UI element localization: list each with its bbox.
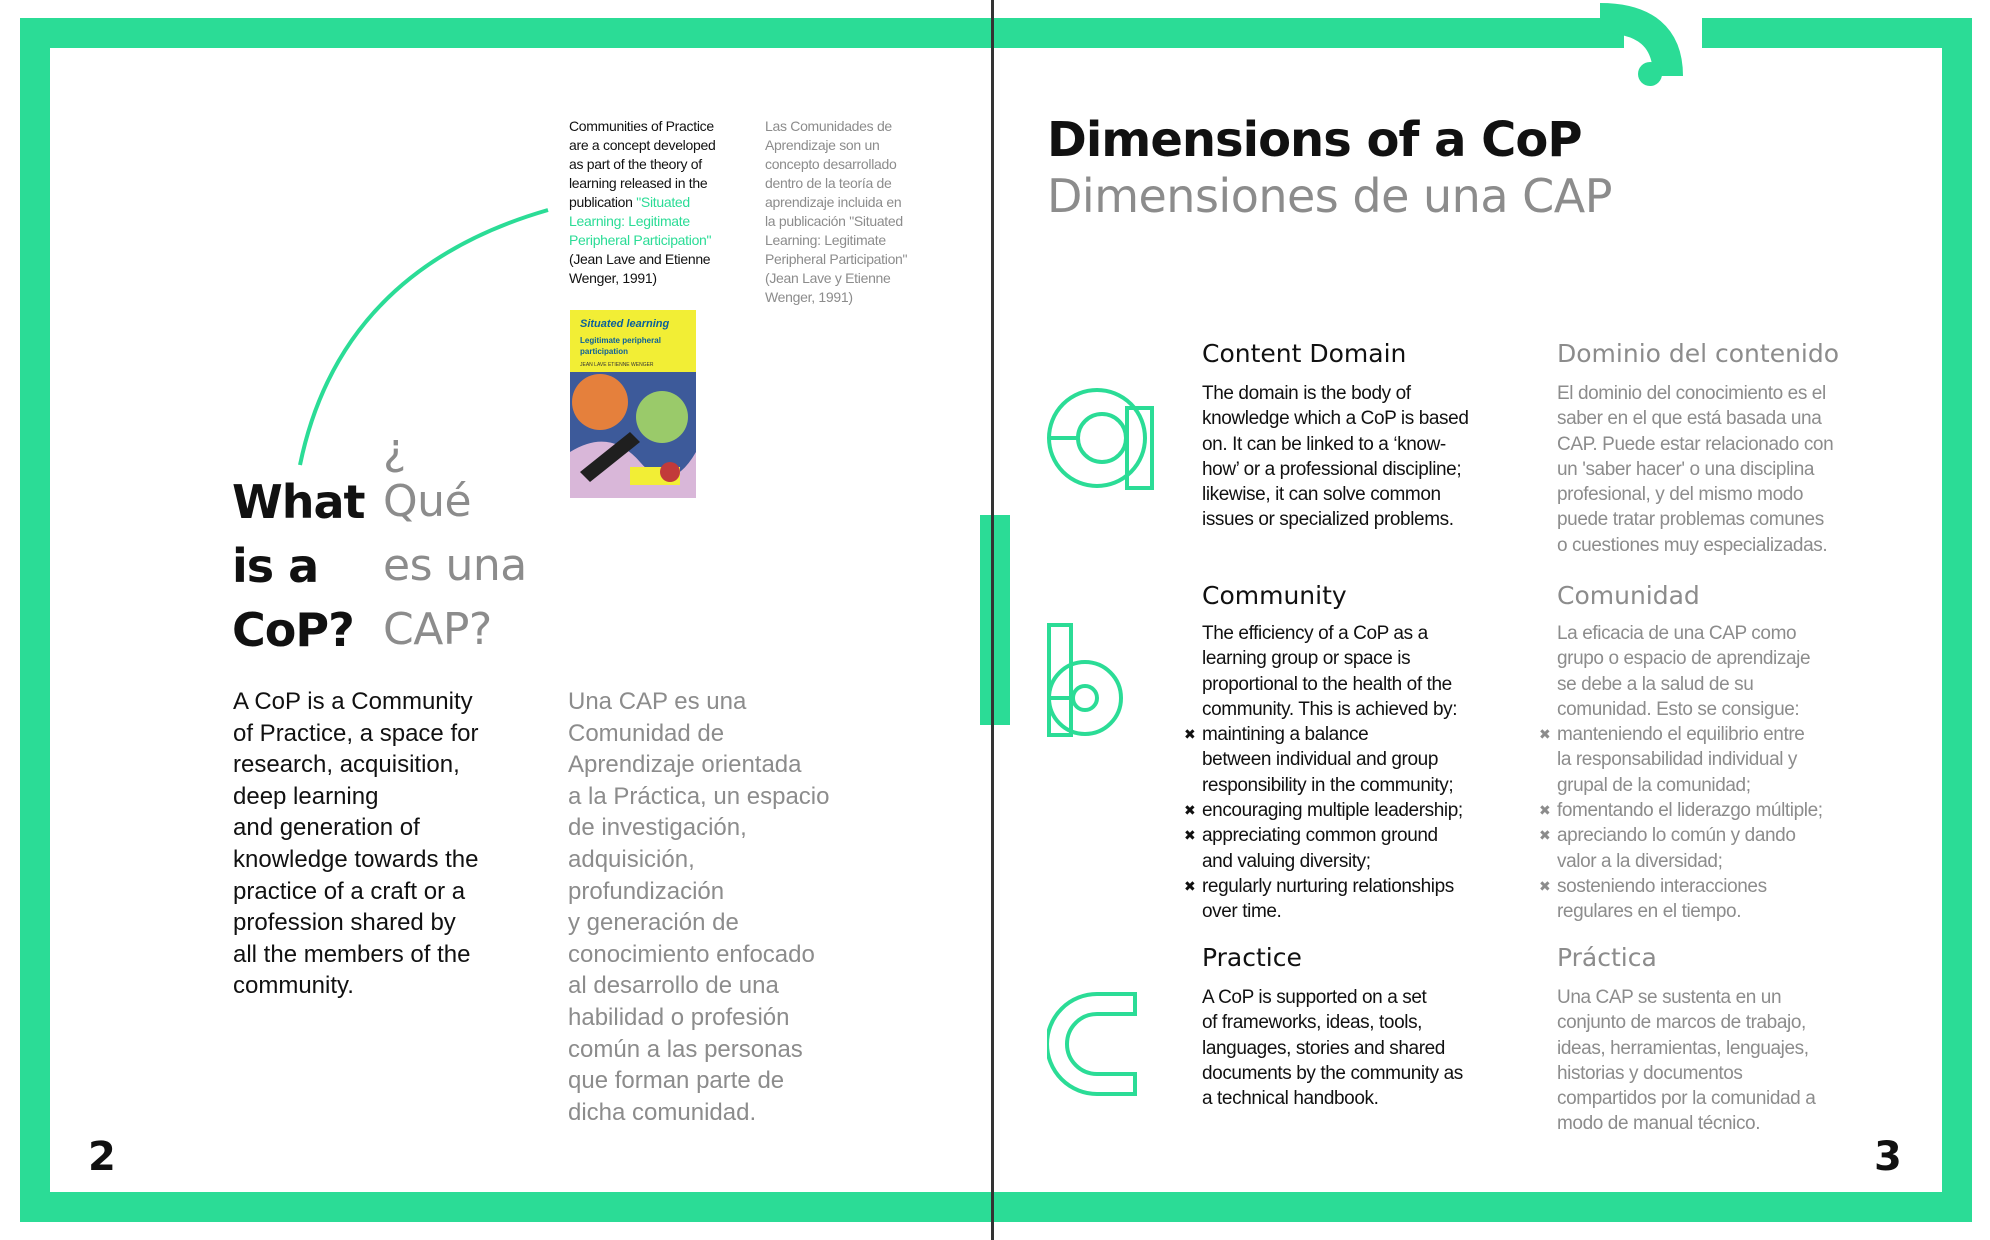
heading-en-line2: is a xyxy=(232,539,319,593)
community-bullets-en xyxy=(1184,722,1522,924)
list-item xyxy=(1184,823,1522,874)
letter-c-icon xyxy=(1047,990,1137,1100)
bullet-text: maintining a balance between individual and group responsibility in the community; xyxy=(1202,724,1454,796)
page-number-right: 3 xyxy=(1874,1134,1902,1180)
book-cover-authors: JEAN LAVE ETIENNE WENGER xyxy=(580,362,654,368)
bullet-cross-icon: ✖ xyxy=(1184,877,1196,894)
heading-es-line1: Qué xyxy=(383,476,472,527)
book-cover-subtitle: Legitimate peripheral participation xyxy=(580,336,661,356)
bullet-text: apreciando lo común y dando valor a la diversidad; xyxy=(1557,825,1796,872)
intro-en-text: Communities of Practice are a concept developed as part of the theory of learning released in the publication xyxy=(569,118,716,210)
page-spine xyxy=(991,0,994,1240)
bullet-text: regularly nurturing relationships over time. xyxy=(1202,875,1454,923)
list-item xyxy=(1184,798,1522,823)
heading-en xyxy=(232,470,365,662)
section-domain-text-en: The domain is the body of knowledge which a CoP is based on. It can be linked to a ‘know- how’ or a professional discipline; likewise, it can solve common issues or specialized problems. xyxy=(1202,383,1469,531)
bullet-cross-icon: ✖ xyxy=(1184,802,1196,819)
section-practice-text-en: A CoP is supported on a set of frameworks, ideas, tools, languages, stories and shared documents by the community as a technical handbook. xyxy=(1202,987,1463,1110)
section-practice-heading-es: Práctica xyxy=(1557,943,1657,972)
bullet-cross-icon: ✖ xyxy=(1539,802,1551,819)
heading-es xyxy=(383,418,527,662)
section-domain-heading-en: Content Domain xyxy=(1202,339,1407,368)
heading-en-line1: What xyxy=(232,475,365,529)
heading-es-line2: es una xyxy=(383,540,527,591)
bullet-text: manteniendo el equilibrio entre la responsabilidad individual y grupal de la comunidad; xyxy=(1557,724,1805,796)
bullet-text: encouraging multiple leadership; xyxy=(1202,800,1463,822)
bullet-text: appreciating common ground and valuing diversity; xyxy=(1202,825,1438,872)
letter-b-icon xyxy=(1047,623,1127,743)
section-community-es xyxy=(1539,621,1887,925)
book-cover-title: Situated learning xyxy=(580,318,670,330)
community-bullets-es xyxy=(1539,722,1887,924)
intro-en-citation: (Jean Lave and Etienne Wenger, 1991) xyxy=(569,251,711,286)
book-cover-image xyxy=(570,310,696,498)
bullet-text: fomentando el liderazgo múltiple; xyxy=(1557,800,1823,822)
section-domain-text-es: El dominio del conocimiento es el saber en el que está basada una CAP. Puede estar relacionado con un 'saber hacer' o una disciplina profesional, y del mismo modo puede tratar problemas comunes o cuestiones muy especializadas. xyxy=(1557,383,1834,556)
list-item xyxy=(1184,722,1522,798)
intro-es: Las Comunidades de Aprendizaje son un concepto desarrollado dentro de la teoría de aprendizaje incluida en la publicación "Situated Learning: Legitimate Peripheral Participation" (Jean Lave y Etienne Wenger, 1991) xyxy=(765,118,908,305)
book-cover-art xyxy=(570,372,696,498)
section-community-text-en: The efficiency of a CoP as a learning group or space is proportional to the health of the community. This is achieved by: xyxy=(1202,623,1458,720)
heading-en-line3: CoP? xyxy=(232,603,354,657)
bullet-cross-icon: ✖ xyxy=(1539,827,1551,844)
bullet-cross-icon: ✖ xyxy=(1539,726,1551,743)
intro-en xyxy=(569,117,759,288)
page-number-left: 2 xyxy=(88,1134,116,1180)
heading-es-line3: CAP? xyxy=(383,604,492,655)
list-item xyxy=(1184,874,1522,925)
bullet-cross-icon: ✖ xyxy=(1184,726,1196,743)
section-practice-heading-en: Practice xyxy=(1202,943,1302,972)
body-en: A CoP is a Community of Practice, a space for research, acquisition, deep learning and generation of knowledge towards the practice of a craft or a profession shared by all the members of the community. xyxy=(233,688,479,1000)
publication-link[interactable]: "Situated Learning: Legitimate Peripheral Participation" xyxy=(569,194,712,248)
section-domain-heading-es: Dominio del contenido xyxy=(1557,339,1840,368)
list-item xyxy=(1539,798,1887,823)
bullet-cross-icon: ✖ xyxy=(1184,827,1196,844)
section-community-text-es: La eficacia de una CAP como grupo o espacio de aprendizaje se debe a la salud de su comunidad. Esto se consigue: xyxy=(1557,623,1811,720)
curve-end-dot xyxy=(1638,62,1662,86)
list-item xyxy=(1539,874,1887,925)
section-community-heading-es: Comunidad xyxy=(1557,581,1700,610)
bullet-text: sosteniendo interacciones regulares en el tiempo. xyxy=(1557,875,1767,923)
letter-a-icon xyxy=(1047,383,1157,493)
bullet-cross-icon: ✖ xyxy=(1539,877,1551,894)
list-item xyxy=(1539,823,1887,874)
right-title-en: Dimensions of a CoP xyxy=(1047,112,1582,168)
section-community-en xyxy=(1184,621,1522,925)
section-community-heading-en: Community xyxy=(1202,581,1347,610)
right-title-es: Dimensiones de una CAP xyxy=(1047,169,1612,223)
list-item xyxy=(1539,722,1887,798)
section-practice-text-es: Una CAP se sustenta en un conjunto de marcos de trabajo, ideas, herramientas, lenguajes, historias y documentos compartidos por la comunidad a modo de manual técnico. xyxy=(1557,987,1816,1135)
heading-es-line0: ¿ xyxy=(383,424,406,475)
body-es: Una CAP es una Comunidad de Aprendizaje orientada a la Práctica, un espacio de investigación, adquisición, profundización y generación de conocimiento enfocado al desarrollo de una habilidad o profesión común a las personas que forman parte de dicha comunidad. xyxy=(568,688,830,1126)
